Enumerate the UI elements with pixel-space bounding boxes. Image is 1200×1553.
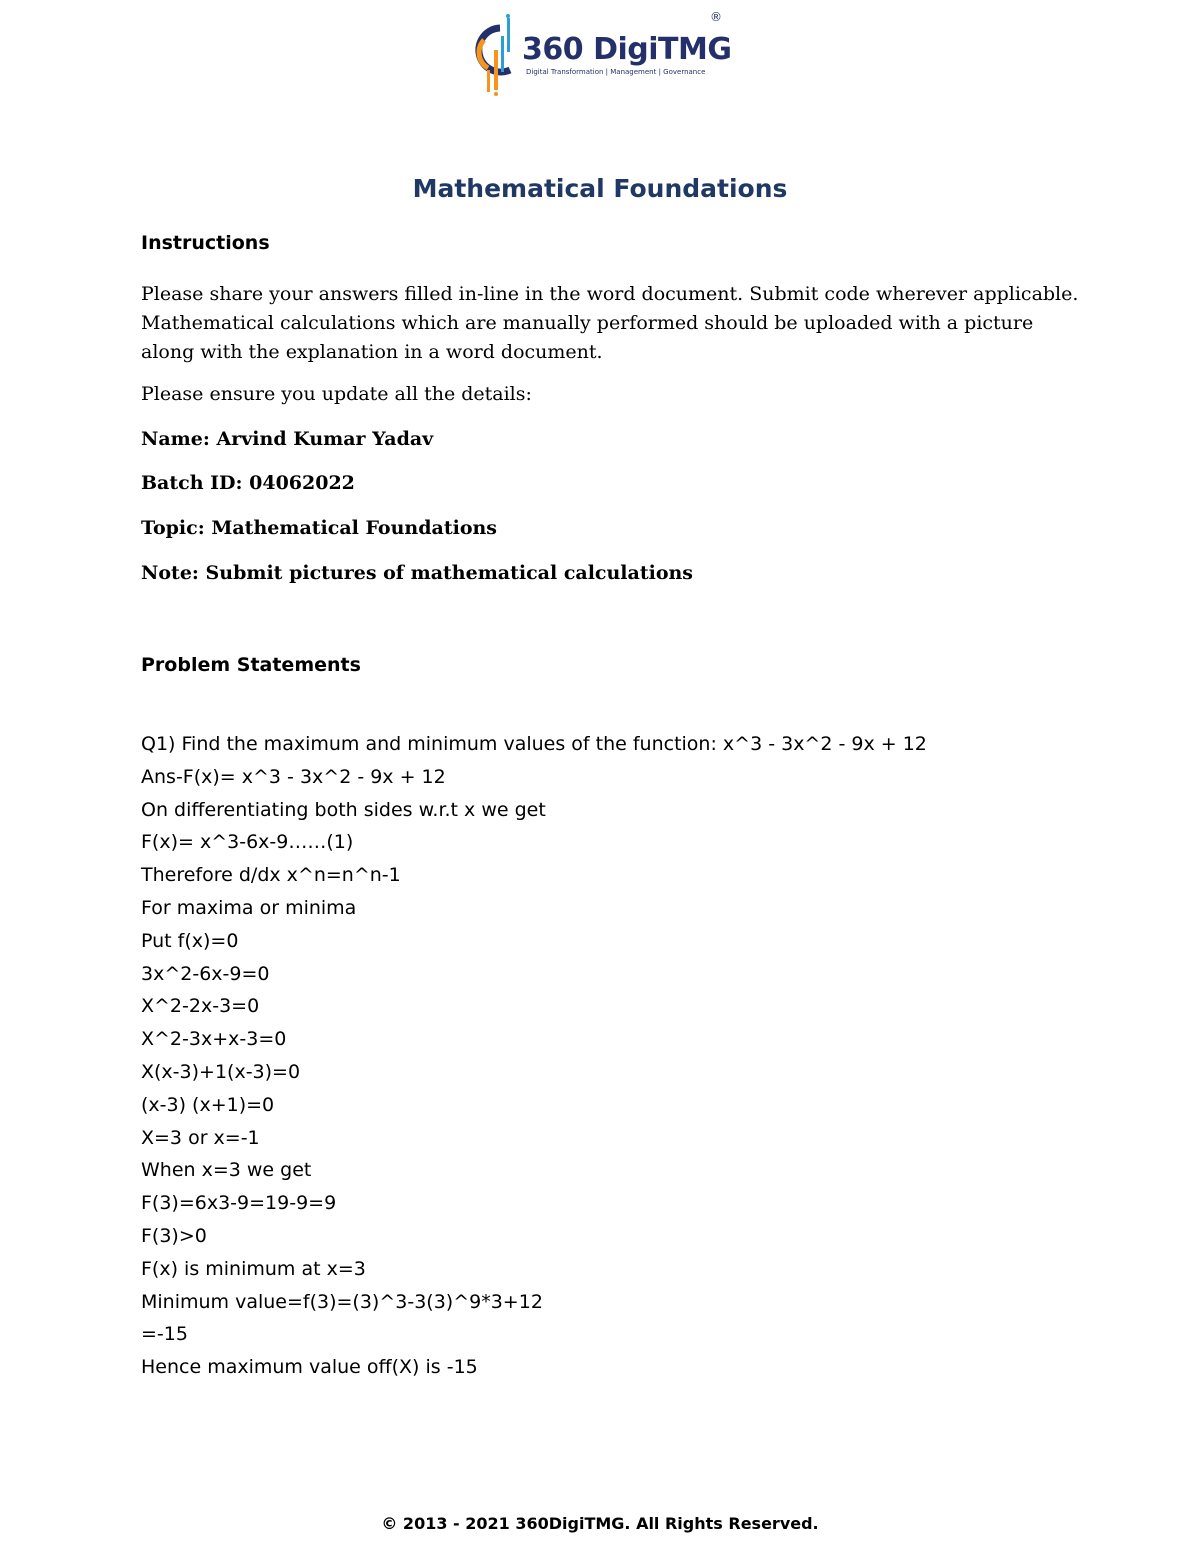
- page-title: Mathematical Foundations: [412, 174, 788, 203]
- instructions-paragraph: [141, 280, 1081, 367]
- company-logo: [470, 10, 730, 100]
- instructions-line: Please share your answers filled in-line in the word document. Submit code wherever applicable.: [141, 283, 1079, 305]
- instructions-line: along with the explanation in a word document.: [141, 341, 603, 363]
- answer-line: When x=3 we get: [141, 1159, 312, 1182]
- answer-line: X=3 or x=-1: [141, 1126, 260, 1149]
- answer-line: Therefore d/dx x^n=n^n-1: [141, 864, 401, 887]
- problem-statements-heading: Problem Statements: [141, 654, 361, 676]
- question-line: Q1) Find the maximum and minimum values of the function: x^3 - 3x^2 - 9x + 12: [141, 733, 927, 755]
- logo-mark-icon: [470, 10, 526, 100]
- answer-line: =-15: [141, 1323, 188, 1346]
- registered-mark: ®: [710, 10, 722, 24]
- answer-line: Put f(x)=0: [141, 929, 239, 952]
- answer-line: Ans-F(x)= x^3 - 3x^2 - 9x + 12: [141, 765, 446, 788]
- batch-id-field: Batch ID: 04062022: [141, 472, 355, 494]
- answer-line: Hence maximum value off(X) is -15: [141, 1356, 478, 1379]
- answer-line: For maxima or minima: [141, 896, 357, 919]
- name-field: Name: Arvind Kumar Yadav: [141, 428, 434, 450]
- answer-line: X^2-3x+x-3=0: [141, 1028, 287, 1051]
- instructions-line: Mathematical calculations which are manually performed should be uploaded with a picture: [141, 312, 1034, 334]
- answer-line: 3x^2-6x-9=0: [141, 962, 270, 985]
- answer-line: (x-3) (x+1)=0: [141, 1093, 275, 1116]
- answer-line: F(3)=6x3-9=19-9=9: [141, 1192, 337, 1215]
- topic-field: Topic: Mathematical Foundations: [141, 517, 497, 539]
- answer-line: On differentiating both sides w.r.t x we get: [141, 798, 546, 821]
- logo-tagline: Digital Transformation | Management | Governance: [526, 68, 706, 76]
- answer-line: Minimum value=f(3)=(3)^3-3(3)^9*3+12: [141, 1290, 543, 1313]
- answer-block: [141, 728, 927, 1384]
- answer-line: F(x) is minimum at x=3: [141, 1257, 366, 1280]
- copyright-footer: © 2013 - 2021 360DigiTMG. All Rights Reserved.: [381, 1514, 819, 1533]
- answer-line: X^2-2x-3=0: [141, 995, 260, 1018]
- logo-wordmark: 360 DigiTMG: [522, 32, 732, 67]
- ensure-details-text: Please ensure you update all the details:: [141, 383, 532, 405]
- answer-line: F(x)= x^3-6x-9……(1): [141, 831, 354, 854]
- instructions-heading: Instructions: [141, 232, 270, 254]
- note-field: Note: Submit pictures of mathematical calculations: [141, 562, 694, 584]
- answer-line: X(x-3)+1(x-3)=0: [141, 1060, 301, 1083]
- answer-line: F(3)>0: [141, 1224, 207, 1247]
